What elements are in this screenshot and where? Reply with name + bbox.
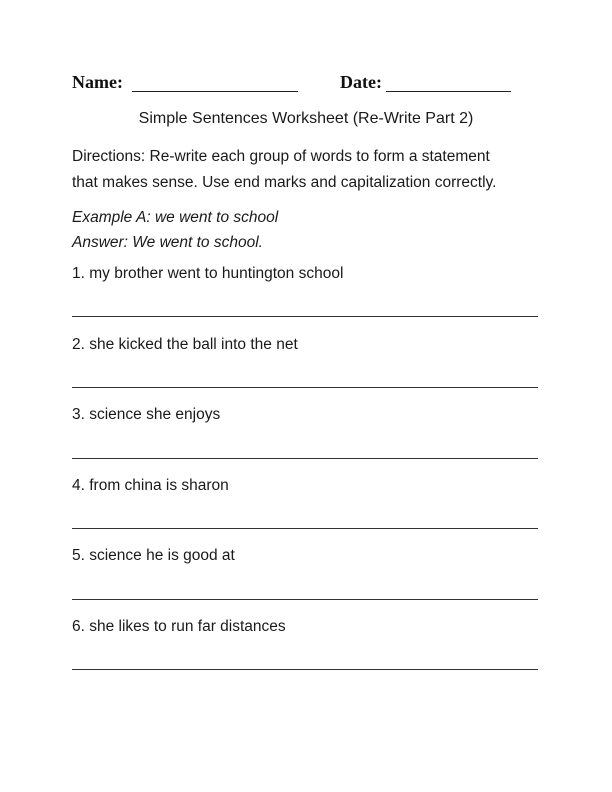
example-block: [72, 205, 542, 255]
question-6: 6. she likes to run far distances: [72, 618, 286, 635]
example-answer: Answer: We went to school.: [72, 234, 263, 251]
answer-line-3[interactable]: [72, 458, 538, 459]
worksheet-title: Simple Sentences Worksheet (Re-Write Part 2): [138, 110, 474, 127]
question-2: 2. she kicked the ball into the net: [72, 336, 298, 353]
answer-line-4[interactable]: [72, 528, 538, 529]
answer-line-6[interactable]: [72, 669, 538, 670]
question-5: 5. science he is good at: [72, 547, 235, 564]
question-1: 1. my brother went to huntington school: [72, 265, 344, 282]
answer-line-1[interactable]: [72, 316, 538, 317]
question-3: 3. science she enjoys: [72, 406, 221, 423]
name-label: Name:: [72, 72, 123, 92]
date-label: Date:: [340, 72, 382, 92]
example-prompt: Example A: we went to school: [72, 209, 279, 226]
answer-line-2[interactable]: [72, 387, 538, 388]
directions: [72, 144, 542, 196]
date-blank[interactable]: [386, 91, 511, 92]
name-blank[interactable]: [132, 91, 298, 92]
header-row: [72, 72, 542, 96]
directions-line-2: that makes sense. Use end marks and capitalization correctly.: [72, 174, 497, 191]
answer-line-5[interactable]: [72, 599, 538, 600]
directions-line-1: Directions: Re-write each group of words to form a statement: [72, 148, 490, 165]
question-4: 4. from china is sharon: [72, 477, 229, 494]
